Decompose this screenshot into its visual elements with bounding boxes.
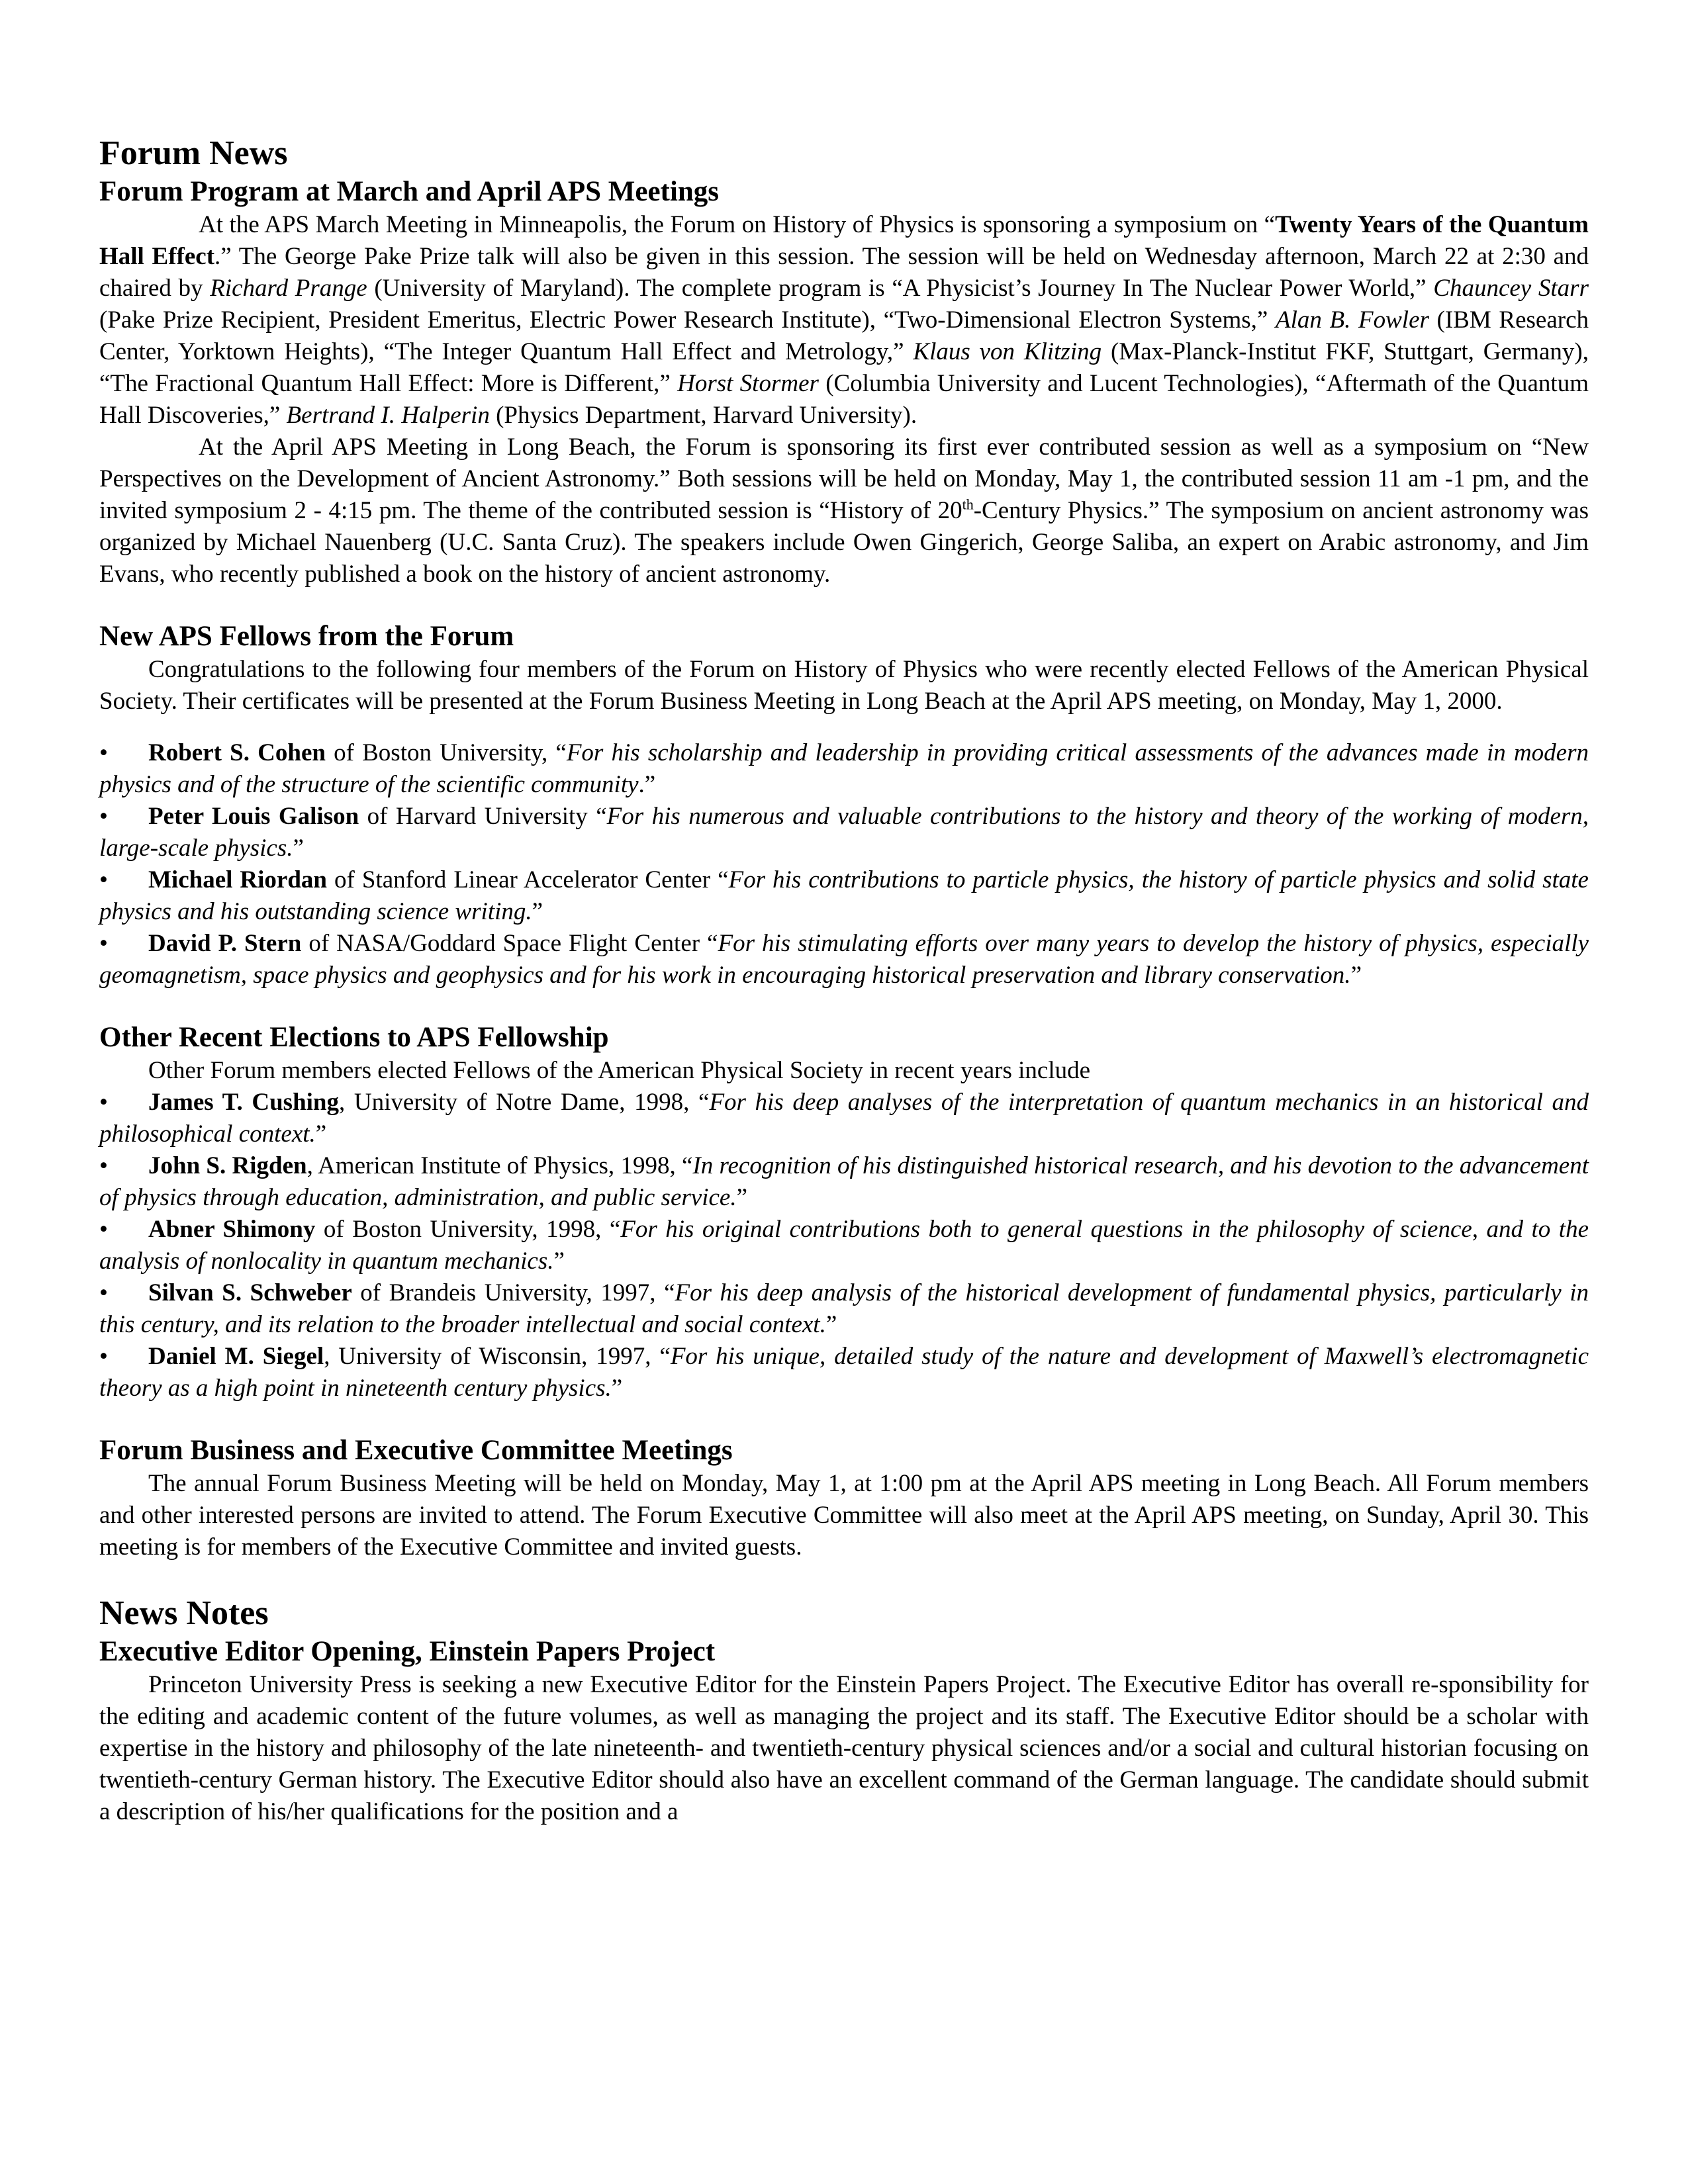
- bullet-icon: •: [99, 1216, 108, 1243]
- paragraph-other-intro: Other Forum members elected Fellows of the American Physical Society in recent years include: [148, 1057, 1091, 1084]
- bullet-icon: •: [99, 1343, 108, 1370]
- heading-forum-program: Forum Program at March and April APS Meetings: [99, 176, 719, 207]
- bullet-icon: •: [99, 739, 108, 766]
- list-item: • Robert S. Cohen of Boston University, “For his scholarship and leadership in providing critical assessments of the advances made in modern physics and of the structure of the scientific community.”: [99, 737, 1589, 801]
- paragraph-einstein-papers: Princeton University Press is seeking a new Executive Editor for the Einstein Papers Project. The Executive Editor has overall re-sponsibility for the editing and academic content of the future volumes, as well as managing the project and its staff. The Executive Editor should be a scholar with expertise in the history and philosophy of the late nineteenth- and twentieth-century physical sciences and/or a social and cultural historian focusing on twentieth-century German history. The Executive Editor should also have an excellent command of the German language. The candidate should submit a description of his/her qualifications for the position and a: [99, 1671, 1589, 1825]
- list-item: • Silvan S. Schweber of Brandeis University, 1997, “For his deep analysis of the historical development of fundamental physics, particularly in this century, and its relation to the broader intellectual and social context.”: [99, 1277, 1589, 1341]
- paragraph-business-meetings: The annual Forum Business Meeting will be held on Monday, May 1, at 1:00 pm at the April APS meeting in Long Beach. All Forum members and other interested persons are invited to attend. The Forum Executive Committee will also meet at the April APS meeting, on Sunday, April 30. This meeting is for members of the Executive Committee and invited guests.: [99, 1470, 1589, 1561]
- bullet-icon: •: [99, 803, 108, 830]
- list-item: • James T. Cushing, University of Notre Dame, 1998, “For his deep analyses of the interpretation of quantum mechanics in an historical and philosophical context.”: [99, 1087, 1589, 1150]
- paragraph-fellows-intro: Congratulations to the following four members of the Forum on History of Physics who were recently elected Fellows of the American Physical Society. Their certificates will be presented at the Forum Business Meeting in Long Beach at the April APS meeting, on Monday, May 1, 2000.: [99, 656, 1589, 715]
- other-fellows-list: [99, 1087, 1589, 1404]
- section-title-news-notes: News Notes: [99, 1594, 269, 1632]
- section-title-forum-news: Forum News: [99, 134, 288, 172]
- list-item: • Abner Shimony of Boston University, 1998, “For his original contributions both to general questions in the philosophy of science, and to the analysis of nonlocality in quantum mechanics.”: [99, 1214, 1589, 1277]
- bullet-icon: •: [99, 1279, 108, 1306]
- list-item: • John S. Rigden, American Institute of Physics, 1998, “In recognition of his distinguished historical research, and his devotion to the advancement of physics through education, administration, and public service.”: [99, 1150, 1589, 1214]
- list-item: • David P. Stern of NASA/Goddard Space Flight Center “For his stimulating efforts over many years to develop the history of physics, especially geomagnetism, space physics and geophysics and for his work in encouraging historical preservation and library conservation.”: [99, 928, 1589, 991]
- list-item: • Michael Riordan of Stanford Linear Accelerator Center “For his contributions to particle physics, the history of particle physics and solid state physics and his outstanding science writing.”: [99, 864, 1589, 928]
- list-item: • Daniel M. Siegel, University of Wisconsin, 1997, “For his unique, detailed study of the nature and development of Maxwell’s electromagnetic theory as a high point in nineteenth century physics.”: [99, 1341, 1589, 1404]
- bullet-icon: •: [99, 866, 108, 893]
- heading-einstein-papers: Executive Editor Opening, Einstein Papers Project: [99, 1636, 716, 1667]
- newsletter-page: [99, 132, 1589, 1828]
- paragraph-april-meeting: At the April APS Meeting in Long Beach, the Forum is sponsoring its first ever contributed session as well as a symposium on “New Perspectives on the Development of Ancient Astronomy.” Both sessions will be held on Monday, May 1, the contributed session 11 am -1 pm, and the invited symposium 2 - 4:15 pm. The theme of the contributed session is “History of 20th-Century Physics.” The symposium on ancient astronomy was organized by Michael Nauenberg (U.C. Santa Cruz). The speakers include Owen Gingerich, George Saliba, an expert on Arabic astronomy, and Jim Evans, who recently published a book on the history of ancient astronomy.: [99, 433, 1589, 588]
- bullet-icon: •: [99, 1152, 108, 1179]
- list-item: • Peter Louis Galison of Harvard University “For his numerous and valuable contributions to the history and theory of the working of modern, large-scale physics.”: [99, 801, 1589, 864]
- bullet-icon: •: [99, 930, 108, 957]
- heading-new-fellows: New APS Fellows from the Forum: [99, 621, 514, 652]
- fellows-list: [99, 737, 1589, 991]
- heading-business-meetings: Forum Business and Executive Committee Meetings: [99, 1435, 733, 1466]
- bullet-icon: •: [99, 1089, 108, 1116]
- heading-other-elections: Other Recent Elections to APS Fellowship: [99, 1022, 609, 1053]
- paragraph-march-meeting: At the APS March Meeting in Minneapolis, the Forum on History of Physics is sponsoring a symposium on “Twenty Years of the Quantum Hall Effect.” The George Pake Prize talk will also be given in this session. The session will be held on Wednesday afternoon, March 22 at 2:30 and chaired by Richard Prange (University of Maryland). The complete program is “A Physicist’s Journey In The Nuclear Power World,” Chauncey Starr (Pake Prize Recipient, President Emeritus, Electric Power Research Institute), “Two-Dimensional Electron Systems,” Alan B. Fowler (IBM Research Center, Yorktown Heights), “The Integer Quantum Hall Effect and Metrology,” Klaus von Klitzing (Max-Planck-Institut FKF, Stuttgart, Germany), “The Fractional Quantum Hall Effect: More is Different,” Horst Stormer (Columbia University and Lucent Technologies), “Aftermath of the Quantum Hall Discoveries,” Bertrand I. Halperin (Physics Department, Harvard University).: [99, 211, 1589, 429]
